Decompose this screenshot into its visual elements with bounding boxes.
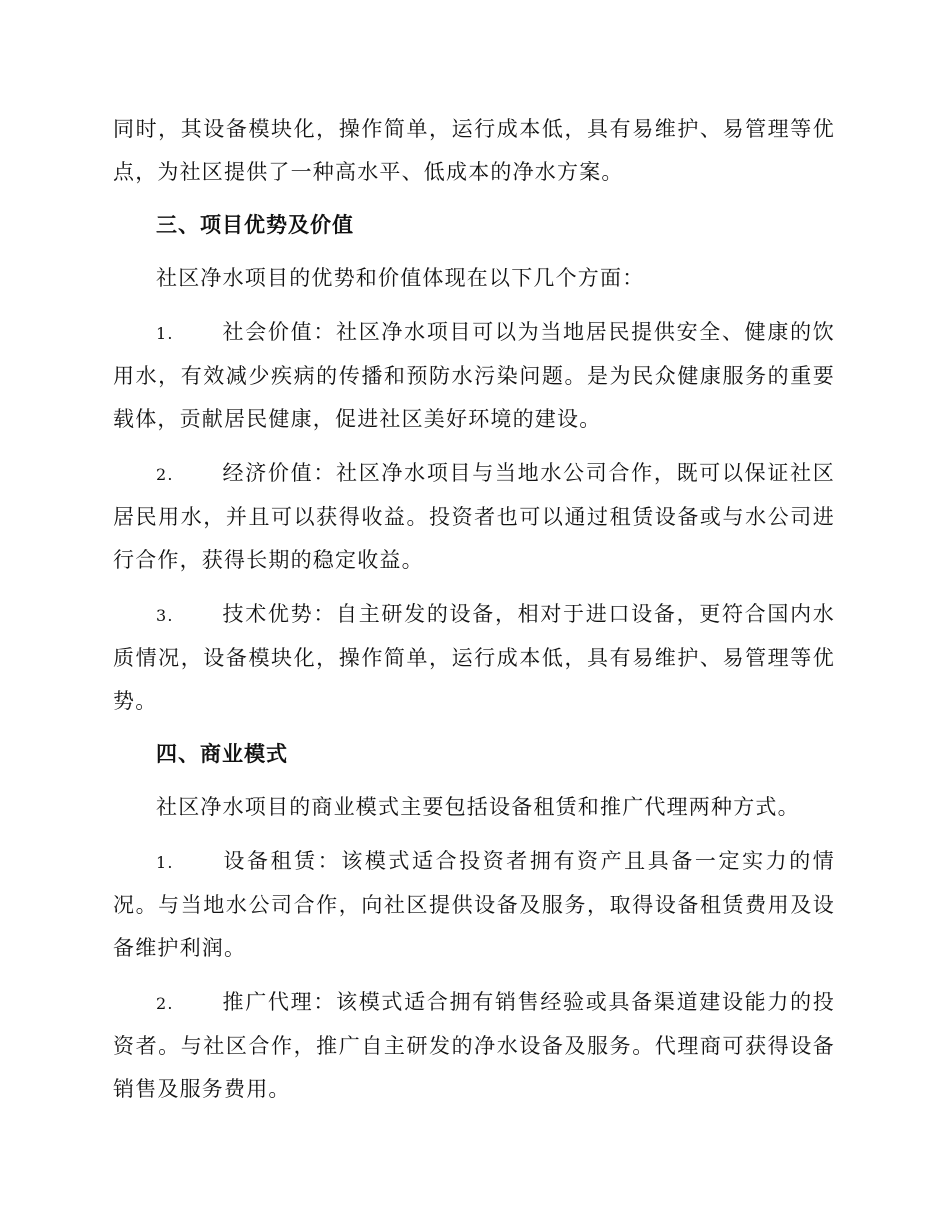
list-number: 1. xyxy=(156,853,174,872)
spacer xyxy=(113,970,835,981)
spacer xyxy=(113,247,835,257)
list-item-social-value xyxy=(113,311,835,441)
list-item-text: 社会价值：社区净水项目可以为当地居民提供安全、健康的饮用水，有效减少疾病的传播和预防水污染问题。是为民众健康服务的重要载体，贡献居民健康，促进社区美好环境的建设。 xyxy=(113,320,835,431)
spacer xyxy=(113,300,835,311)
section-4-intro: 社区净水项目的商业模式主要包括设备租赁和推广代理两种方式。 xyxy=(156,795,800,819)
list-item-promotion-agency xyxy=(113,981,835,1111)
spacer xyxy=(113,829,835,840)
spacer xyxy=(113,723,835,733)
list-number: 2. xyxy=(156,994,174,1013)
list-number: 1. xyxy=(156,324,174,343)
list-item-text: 设备租赁：该模式适合投资者拥有资产且具备一定实力的情况。与当地水公司合作，向社区提供设备及服务，取得设备租赁费用及设备维护利润。 xyxy=(113,849,835,960)
list-item-economic-value xyxy=(113,452,835,582)
section-3-heading: 三、项目优势及价值 xyxy=(156,213,354,237)
spacer xyxy=(113,582,835,593)
list-item-equipment-leasing xyxy=(113,840,835,970)
spacer xyxy=(113,194,835,204)
section-3-intro: 社区净水项目的优势和价值体现在以下几个方面： xyxy=(156,266,645,290)
list-item-text: 经济价值：社区净水项目与当地水公司合作，既可以保证社区居民用水，并且可以获得收益。投资者也可以通过租赁设备或与水公司进行合作，获得长期的稳定收益。 xyxy=(113,461,835,572)
spacer xyxy=(113,441,835,452)
continuation-paragraph: 同时，其设备模块化，操作简单，运行成本低，具有易维护、易管理等优点，为社区提供了一种高水平、低成本的净水方案。 xyxy=(113,117,835,184)
spacer xyxy=(113,776,835,786)
list-item-technical-advantage xyxy=(113,593,835,723)
list-item-text: 技术优势：自主研发的设备，相对于进口设备，更符合国内水质情况，设备模块化，操作简单，运行成本低，具有易维护、易管理等优势。 xyxy=(113,602,835,713)
list-item-text: 推广代理：该模式适合拥有销售经验或具备渠道建设能力的投资者。与社区合作，推广自主研发的净水设备及服务。代理商可获得设备销售及服务费用。 xyxy=(113,990,835,1101)
list-number: 2. xyxy=(156,465,174,484)
list-number: 3. xyxy=(156,606,174,625)
section-4-heading: 四、商业模式 xyxy=(156,742,288,766)
